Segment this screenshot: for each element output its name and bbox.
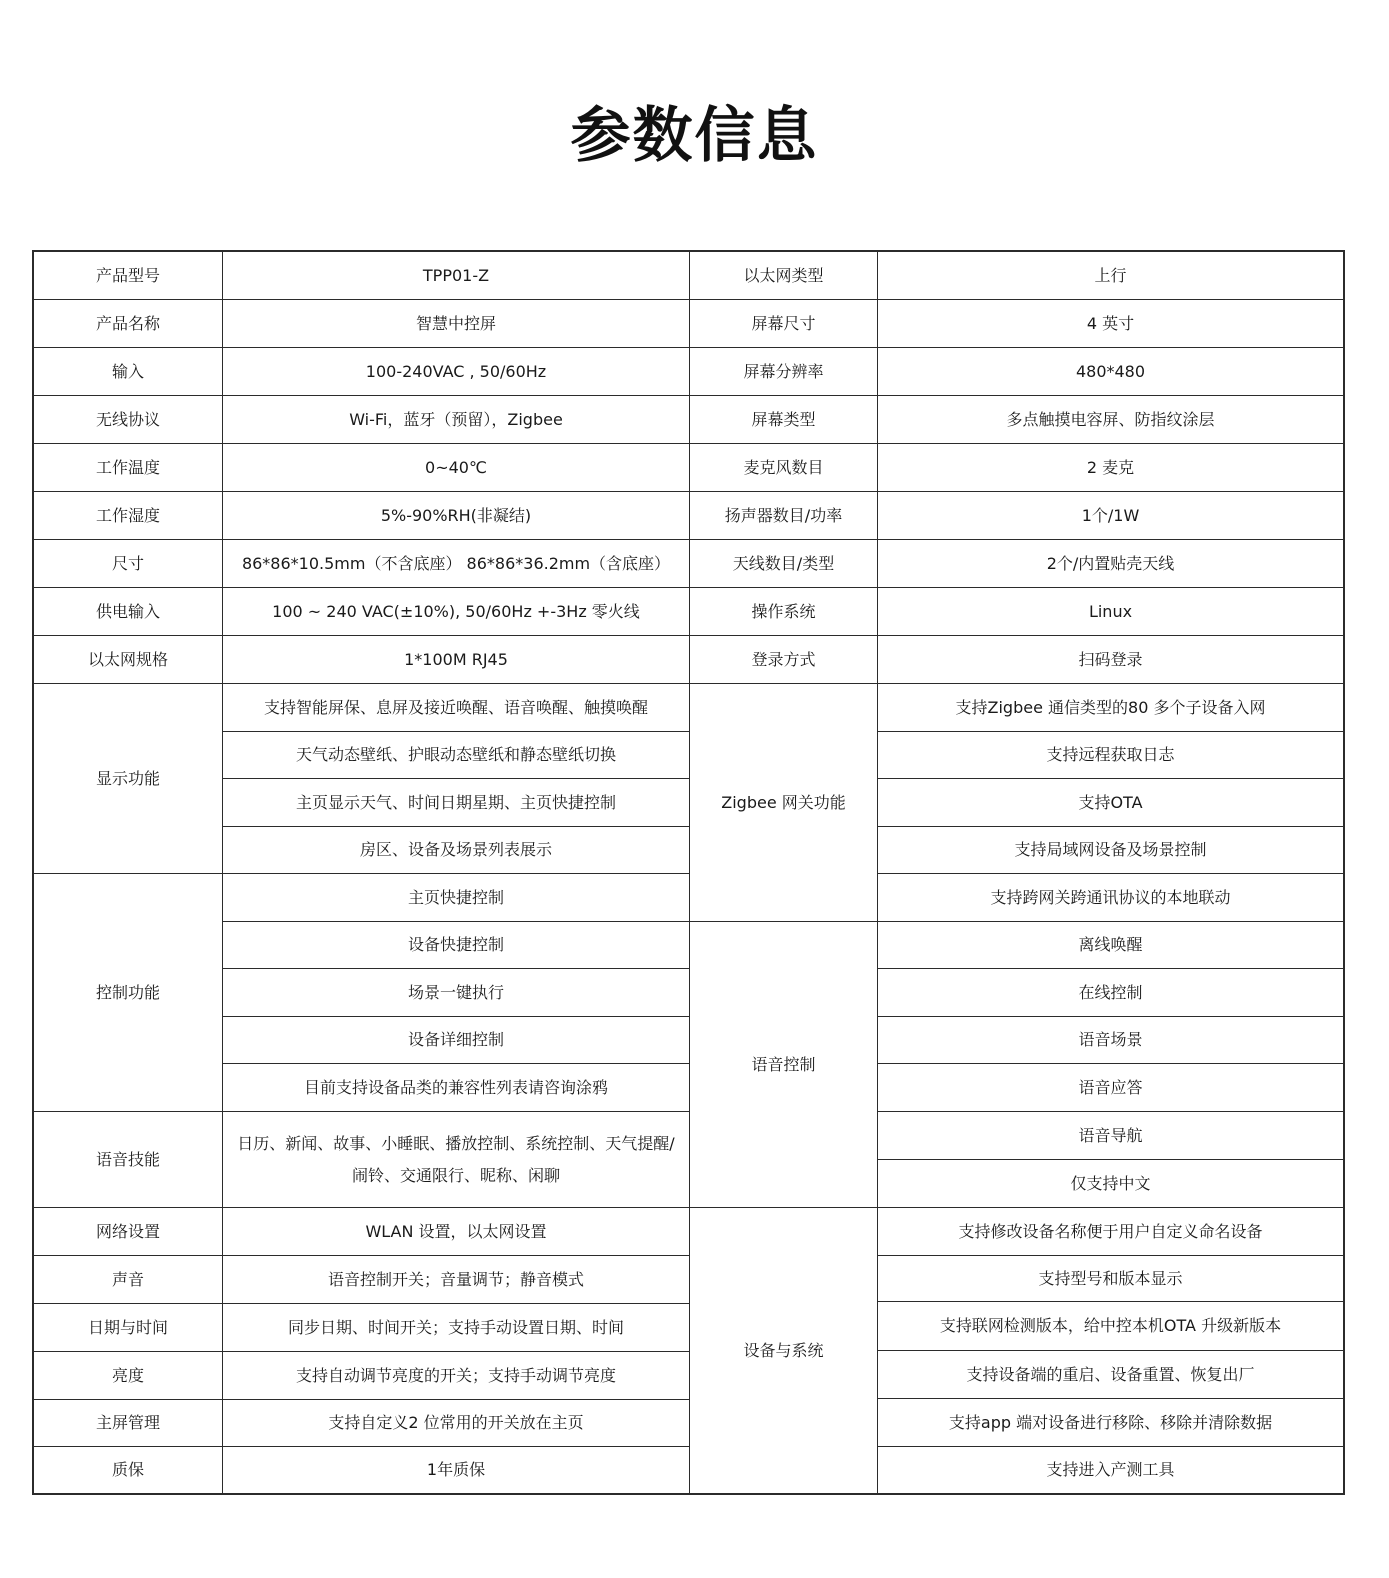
spec-value: 多点触摸电容屏、防指纹涂层 (878, 396, 1343, 444)
control-function-item: 目前支持设备品类的兼容性列表请咨询涂鸦 (223, 1064, 690, 1112)
spec-key: 登录方式 (690, 636, 878, 684)
settings-value: 支持自定义2 位常用的开关放在主页 (223, 1400, 690, 1447)
spec-value: 扫码登录 (878, 636, 1343, 684)
control-function-item: 主页快捷控制 (223, 874, 690, 922)
settings-key: 亮度 (34, 1352, 223, 1400)
zigbee-gateway-item: 支持Zigbee 通信类型的80 多个子设备入网 (878, 684, 1343, 732)
spec-value: Wi-Fi，蓝牙（预留），Zigbee (223, 396, 690, 444)
voice-control-label: 语音控制 (690, 922, 878, 1208)
spec-value: 1个/1W (878, 492, 1343, 540)
zigbee-gateway-item: 支持远程获取日志 (878, 732, 1343, 779)
spec-key: 屏幕分辨率 (690, 348, 878, 396)
spec-key: 工作温度 (34, 444, 223, 492)
spec-table (32, 250, 1345, 1495)
zigbee-gateway-item: 支持局域网设备及场景控制 (878, 827, 1343, 874)
settings-value: 1年质保 (223, 1447, 690, 1493)
display-function-item: 主页显示天气、时间日期星期、主页快捷控制 (223, 779, 690, 827)
voice-skill-text: 日历、新闻、故事、小睡眠、播放控制、系统控制、天气提醒/闹铃、交通限行、昵称、闲聊 (223, 1112, 690, 1208)
device-system-item: 支持设备端的重启、设备重置、恢复出厂 (878, 1351, 1343, 1399)
spec-value: Linux (878, 588, 1343, 636)
settings-value: 语音控制开关；音量调节；静音模式 (223, 1256, 690, 1304)
voice-control-item: 语音场景 (878, 1017, 1343, 1064)
zigbee-gateway-item: 支持OTA (878, 779, 1343, 827)
spec-value: 5%-90%RH(非凝结) (223, 492, 690, 540)
voice-skill-label: 语音技能 (34, 1112, 223, 1208)
spec-value: 100-240VAC , 50/60Hz (223, 348, 690, 396)
spec-key: 屏幕类型 (690, 396, 878, 444)
spec-value: 智慧中控屏 (223, 300, 690, 348)
spec-value: 2 麦克 (878, 444, 1343, 492)
spec-value: 4 英寸 (878, 300, 1343, 348)
spec-value: 2个/内置贴壳天线 (878, 540, 1343, 588)
spec-value: 上行 (878, 252, 1343, 300)
spec-key: 屏幕尺寸 (690, 300, 878, 348)
settings-key: 主屏管理 (34, 1400, 223, 1447)
device-system-item: 支持型号和版本显示 (878, 1256, 1343, 1302)
spec-key: 麦克风数目 (690, 444, 878, 492)
display-function-item: 支持智能屏保、息屏及接近唤醒、语音唤醒、触摸唤醒 (223, 684, 690, 732)
settings-key: 网络设置 (34, 1208, 223, 1256)
spec-key: 扬声器数目/功率 (690, 492, 878, 540)
spec-value: 480*480 (878, 348, 1343, 396)
voice-control-item: 语音应答 (878, 1064, 1343, 1112)
control-function-item: 设备快捷控制 (223, 922, 690, 969)
device-system-item: 支持app 端对设备进行移除、移除并清除数据 (878, 1399, 1343, 1447)
voice-control-item: 仅支持中文 (878, 1160, 1343, 1208)
spec-key: 工作湿度 (34, 492, 223, 540)
control-function-item: 场景一键执行 (223, 969, 690, 1017)
settings-value: 同步日期、时间开关；支持手动设置日期、时间 (223, 1304, 690, 1352)
voice-control-item: 语音导航 (878, 1112, 1343, 1160)
voice-control-item: 在线控制 (878, 969, 1343, 1017)
settings-key: 质保 (34, 1447, 223, 1493)
device-system-item: 支持进入产测工具 (1046, 1460, 1175, 1479)
display-function-item: 房区、设备及场景列表展示 (223, 827, 690, 874)
settings-key: 日期与时间 (34, 1304, 223, 1352)
voice-control-item: 离线唤醒 (878, 922, 1343, 969)
spec-key: 操作系统 (690, 588, 878, 636)
settings-value: 支持自动调节亮度的开关；支持手动调节亮度 (223, 1352, 690, 1400)
spec-key: 产品型号 (34, 252, 223, 300)
spec-value: 100 ~ 240 VAC(±10%), 50/60Hz +-3Hz 零火线 (223, 588, 690, 636)
spec-value: 0~40℃ (223, 444, 690, 492)
settings-key: 声音 (34, 1256, 223, 1304)
page-title: 参数信息 (570, 101, 819, 171)
display-function-item: 天气动态壁纸、护眼动态壁纸和静态壁纸切换 (223, 732, 690, 779)
spec-value: TPP01-Z (223, 252, 690, 300)
zigbee-gateway-label: Zigbee 网关功能 (690, 684, 878, 922)
spec-key: 以太网规格 (34, 636, 223, 684)
spec-key: 天线数目/类型 (690, 540, 878, 588)
spec-key: 以太网类型 (690, 252, 878, 300)
control-function-item: 设备详细控制 (223, 1017, 690, 1064)
zigbee-gateway-item: 支持跨网关跨通讯协议的本地联动 (878, 874, 1343, 922)
spec-value: 1*100M RJ45 (223, 636, 690, 684)
spec-value: 86*86*10.5mm（不含底座） 86*86*36.2mm（含底座） (223, 540, 690, 588)
spec-key: 尺寸 (34, 540, 223, 588)
settings-value: WLAN 设置，以太网设置 (223, 1208, 690, 1256)
spec-key: 输入 (34, 348, 223, 396)
display-function-label: 显示功能 (34, 684, 223, 874)
device-system-item: 支持修改设备名称便于用户自定义命名设备 (878, 1208, 1343, 1256)
control-function-label: 控制功能 (34, 874, 223, 1112)
spec-key: 产品名称 (34, 300, 223, 348)
spec-key: 无线协议 (34, 396, 223, 444)
spec-key: 供电输入 (34, 588, 223, 636)
device-system-item: 支持联网检测版本，给中控本机OTA 升级新版本 (878, 1302, 1343, 1351)
device-system-label: 设备与系统 (690, 1208, 878, 1493)
